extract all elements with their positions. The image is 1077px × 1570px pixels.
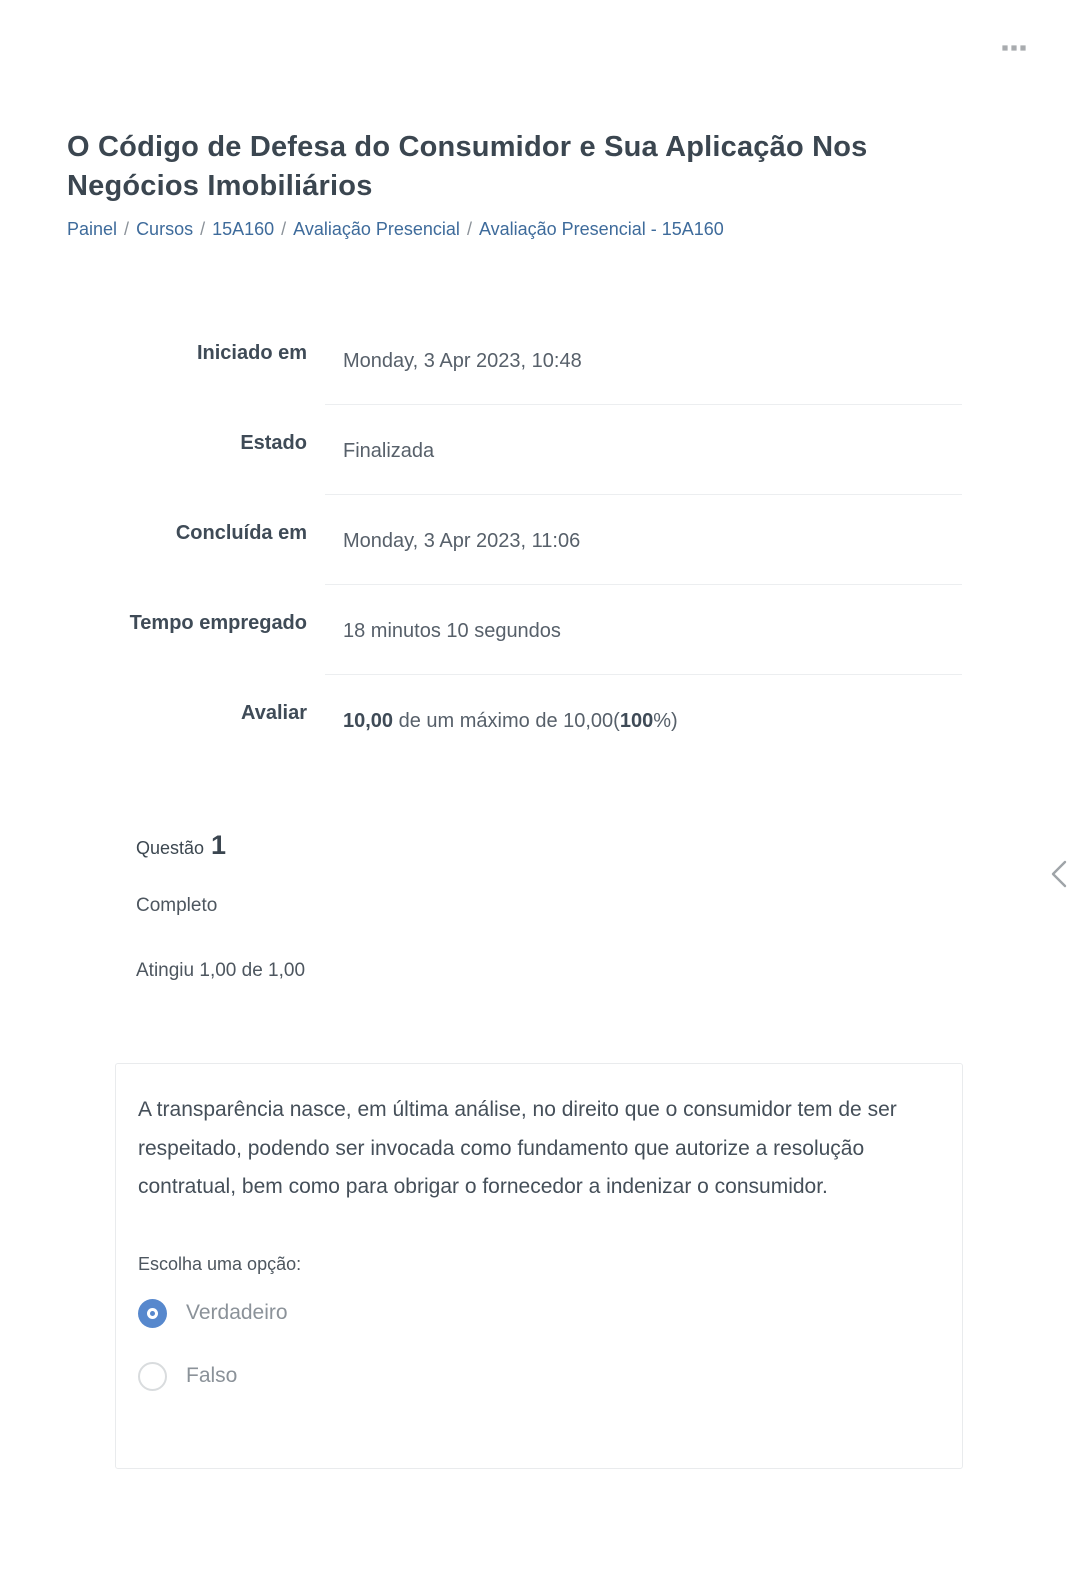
question-points: Atingiu 1,00 de 1,00 [136, 960, 306, 981]
radio-inner-dot [150, 1311, 155, 1316]
summary-value: Monday, 3 Apr 2023, 10:48 [325, 315, 962, 405]
option-label-falso[interactable]: Falso [186, 1364, 238, 1387]
summary-value: Finalizada [325, 405, 962, 495]
chevron-left-icon [1046, 858, 1074, 890]
question-header [136, 830, 305, 861]
summary-row-state [67, 405, 962, 495]
breadcrumb-item-painel[interactable]: Painel [67, 219, 118, 239]
drawer-toggle-button[interactable] [1046, 858, 1074, 890]
grade-score: 10,00 [343, 710, 394, 732]
breadcrumb-item-avaliacao[interactable]: Avaliação Presencial [293, 219, 460, 239]
question-box [115, 1063, 963, 1469]
question-state: Completo [136, 895, 218, 916]
breadcrumb-item-cursos[interactable]: Cursos [136, 219, 194, 239]
summary-row-completed [67, 495, 962, 585]
grade-percent: 100 [619, 710, 654, 732]
page-header [67, 128, 957, 240]
summary-label: Concluída em [175, 522, 307, 544]
summary-label: Tempo empregado [129, 612, 307, 634]
summary-label: Iniciado em [196, 342, 307, 364]
summary-grade-value [325, 675, 962, 765]
breadcrumb-item-avaliacao-15a160[interactable]: Avaliação Presencial - 15A160 [478, 219, 724, 239]
more-dot-icon [1011, 45, 1017, 51]
question-info [136, 830, 305, 982]
more-dot-icon [1002, 45, 1008, 51]
breadcrumb-item-course-code[interactable]: 15A160 [212, 219, 275, 239]
breadcrumb-separator: / [124, 219, 130, 239]
summary-value: Monday, 3 Apr 2023, 11:06 [325, 495, 962, 585]
question-number: 1 [211, 830, 227, 860]
summary-row-time-taken [67, 585, 962, 675]
radio-checked-icon[interactable] [138, 1299, 167, 1328]
grade-suffix: %) [653, 710, 678, 732]
option-verdadeiro[interactable] [138, 1299, 940, 1328]
more-dot-icon [1020, 45, 1026, 51]
summary-row-started [67, 315, 962, 405]
page-title: O Código de Defesa do Consumidor e Sua Aplicação Nos Negócios Imobiliários [67, 131, 868, 202]
option-falso[interactable] [138, 1362, 940, 1391]
question-text: A transparência nasce, em última análise, no direito que o consumidor tem de ser respeitado, podendo ser invocada como fundamento que autorize a resolução contratual, bem como para obrigar o fornecedor a indenizar o consumidor. [138, 1098, 897, 1198]
more-options-icon[interactable] [1002, 45, 1026, 51]
breadcrumb-separator: / [466, 219, 472, 239]
radio-inner-ring [147, 1308, 158, 1319]
question-label: Questão [136, 838, 205, 858]
breadcrumb-separator: / [200, 219, 206, 239]
breadcrumb-separator: / [281, 219, 287, 239]
grade-middle-text: de um máximo de 10,00( [393, 710, 620, 732]
summary-row-grade [67, 675, 962, 765]
breadcrumb [67, 219, 957, 240]
summary-label: Estado [240, 432, 307, 454]
radio-unchecked-icon[interactable] [138, 1362, 167, 1391]
summary-value: 18 minutos 10 segundos [325, 585, 962, 675]
option-label-verdadeiro[interactable]: Verdadeiro [186, 1301, 288, 1324]
answer-prompt: Escolha uma opção: [138, 1253, 302, 1274]
attempt-summary-table [67, 315, 962, 765]
summary-label: Avaliar [241, 702, 307, 724]
